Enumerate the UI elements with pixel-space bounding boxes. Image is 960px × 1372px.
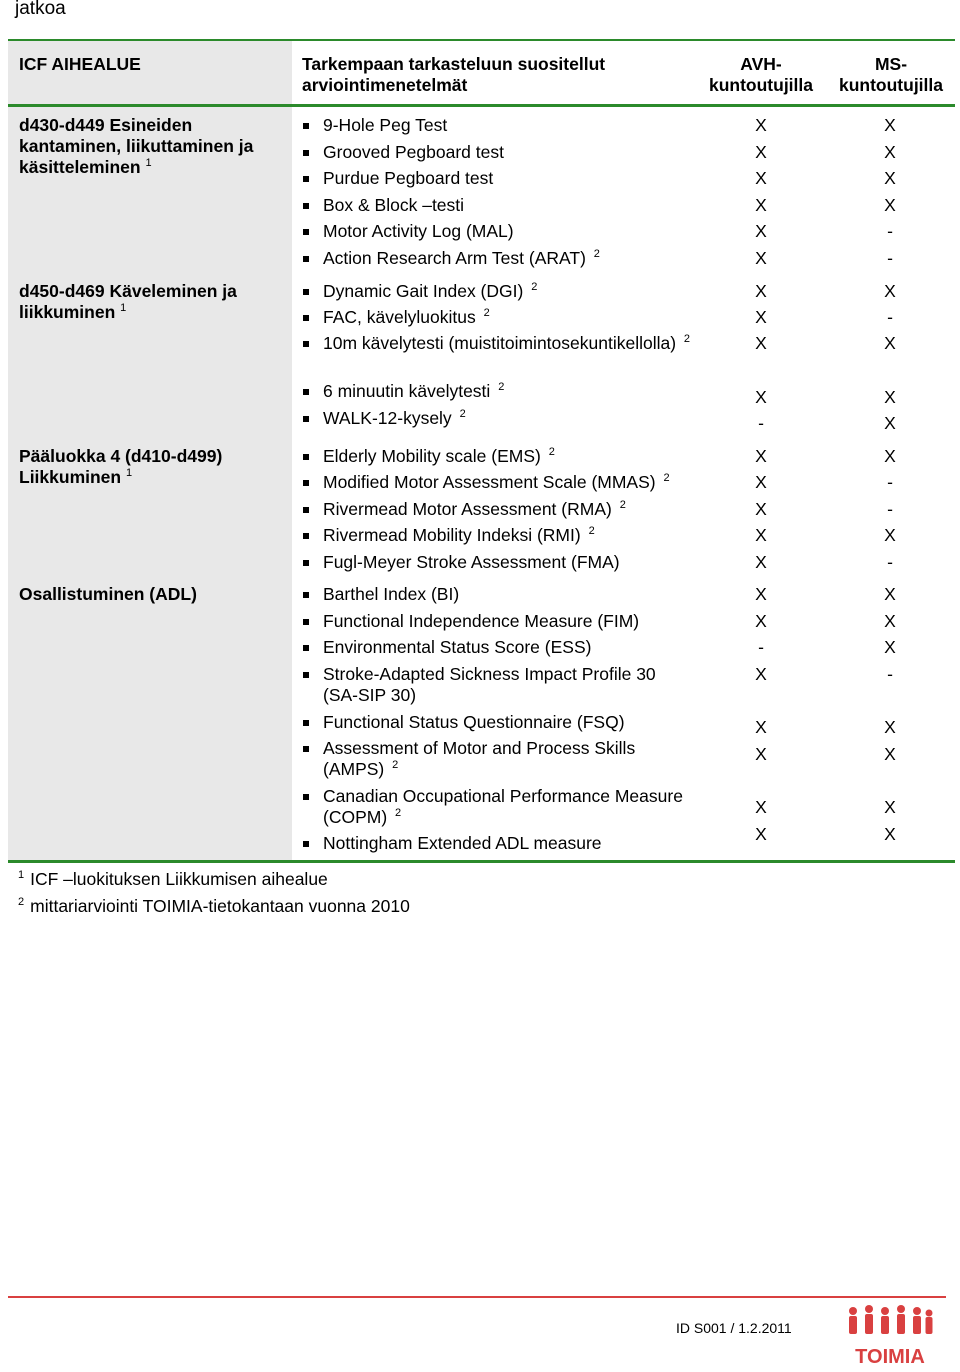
ms-value: - [887,499,893,519]
bullet-icon [303,150,309,156]
footnote-1: $^1$ ICF –luokituksen Liikkumisen aihealue [18,869,328,889]
bullet-icon [303,289,309,295]
method-name: Dynamic Gait Index (DGI) $^2$ [323,281,538,301]
document-id: ID S001 / 1.2.2011 [676,1320,792,1336]
ms-value: - [887,307,893,327]
avh-value: X [755,611,767,631]
ms-value: - [887,664,893,684]
ms-value: X [884,115,896,135]
method-name: Barthel Index (BI) [323,584,460,604]
ms-value: X [884,525,896,545]
avh-value: - [758,413,764,433]
method-name: Functional Status Questionnaire (FSQ) [323,712,625,732]
avh-value: X [755,248,767,268]
avh-value: X [755,281,767,301]
bullet-icon [303,123,309,129]
category-mobility: Pääluokka 4 (d410-d499) Liikkuminen $^1$ [19,446,223,487]
ms-value: X [884,717,896,737]
avh-value: X [755,525,767,545]
header-avh: AVH- kuntoutujilla [708,54,814,95]
table-top-rule [8,39,955,41]
bullet-icon [303,315,309,321]
bullet-icon [303,645,309,651]
avh-value: - [758,637,764,657]
avh-value: X [755,168,767,188]
method-name: Purdue Pegboard test [323,168,494,188]
bullet-icon [303,794,309,800]
bullet-icon [303,203,309,209]
avh-value: X [755,333,767,353]
ms-value: X [884,744,896,764]
avh-value: X [755,115,767,135]
avh-value: X [755,387,767,407]
ms-value: X [884,413,896,433]
header-methods: Tarkempaan tarkasteluun suositellut arviointimenetelmät [302,54,606,95]
avh-value: X [755,664,767,684]
svg-text:TOIMIA: TOIMIA [855,1346,925,1367]
footnote-2: $^2$ mittariarviointi TOIMIA-tietokantaan vuonna 2010 [18,896,410,916]
method-name: Rivermead Motor Assessment (RMA) $^2$ [323,499,626,519]
header-area: ICF AIHEALUE [19,54,141,74]
bullet-icon [303,341,309,347]
avh-value: X [755,717,767,737]
avh-value: X [755,552,767,572]
method-name: Grooved Pegboard test [323,142,504,162]
bullet-icon [303,480,309,486]
bullet-icon [303,416,309,422]
ms-value: X [884,195,896,215]
header-ms: MS- kuntoutujilla [838,54,944,95]
category-adl: Osallistuminen (ADL) [19,584,197,604]
bullet-icon [303,592,309,598]
avh-value: X [755,584,767,604]
bullet-icon [303,176,309,182]
table-bottom-rule [8,860,955,863]
ms-value: X [884,824,896,844]
ms-value: X [884,797,896,817]
ms-value: - [887,221,893,241]
method-name: Stroke-Adapted Sickness Impact Profile 30 (SA-SIP 30) [323,664,656,705]
method-name: Nottingham Extended ADL measure [323,833,602,853]
bullet-icon [303,256,309,262]
ms-value: X [884,611,896,631]
method-name: 10m kävelytesti (muistitoimintosekuntikellolla) $^2$ [323,333,691,353]
bullet-icon [303,454,309,460]
ms-value: X [884,333,896,353]
avh-value: X [755,499,767,519]
avh-value: X [755,307,767,327]
ms-value: X [884,281,896,301]
continued-label: jatkoa [15,0,66,19]
method-name: Rivermead Mobility Indeksi (RMI) $^2$ [323,525,595,545]
avh-value: X [755,472,767,492]
category-walking: d450-d469 Käveleminen ja liikkuminen $^1$ [19,281,237,322]
avh-value: X [755,142,767,162]
ms-value: X [884,446,896,466]
bullet-icon [303,389,309,395]
bullet-icon [303,841,309,847]
bullet-icon [303,533,309,539]
category-handling: d430-d449 Esineiden kantaminen, liikuttaminen ja käsitteleminen $^1$ [19,115,254,177]
avh-value: X [755,797,767,817]
avh-value: X [755,824,767,844]
ms-value: X [884,142,896,162]
method-name: Box & Block –testi [323,195,465,215]
table-header-rule [8,104,955,107]
method-name: Fugl-Meyer Stroke Assessment (FMA) [323,552,620,572]
avh-value: X [755,744,767,764]
bullet-icon [303,672,309,678]
ms-value: X [884,168,896,188]
method-name: Motor Activity Log (MAL) [323,221,514,241]
ms-value: X [884,637,896,657]
method-name: Canadian Occupational Performance Measure (COPM) $^2$ [323,786,683,827]
ms-value: - [887,248,893,268]
avh-value: X [755,446,767,466]
bullet-icon [303,507,309,513]
method-name: 9-Hole Peg Test [323,115,448,135]
method-name: Elderly Mobility scale (EMS) $^2$ [323,446,555,466]
method-name: WALK-12-kysely $^2$ [323,408,466,428]
method-name: Environmental Status Score (ESS) [323,637,592,657]
ms-value: - [887,472,893,492]
method-name: Assessment of Motor and Process Skills (AMPS) $^2$ [323,738,636,779]
avh-value: X [755,221,767,241]
avh-value: X [755,195,767,215]
method-name: Action Research Arm Test (ARAT) $^2$ [323,248,600,268]
method-name: Modified Motor Assessment Scale (MMAS) $^2$ [323,472,670,492]
ms-value: X [884,387,896,407]
method-name: Functional Independence Measure (FIM) [323,611,640,631]
bullet-icon [303,619,309,625]
bullet-icon [303,560,309,566]
method-name: 6 minuutin kävelytesti $^2$ [323,381,505,401]
ms-value: X [884,584,896,604]
toimia-logo [845,1305,935,1367]
bullet-icon [303,229,309,235]
bullet-icon [303,720,309,726]
method-name: FAC, kävelyluokitus $^2$ [323,307,490,327]
bullet-icon [303,746,309,752]
footer-rule [8,1296,946,1298]
ms-value: - [887,552,893,572]
